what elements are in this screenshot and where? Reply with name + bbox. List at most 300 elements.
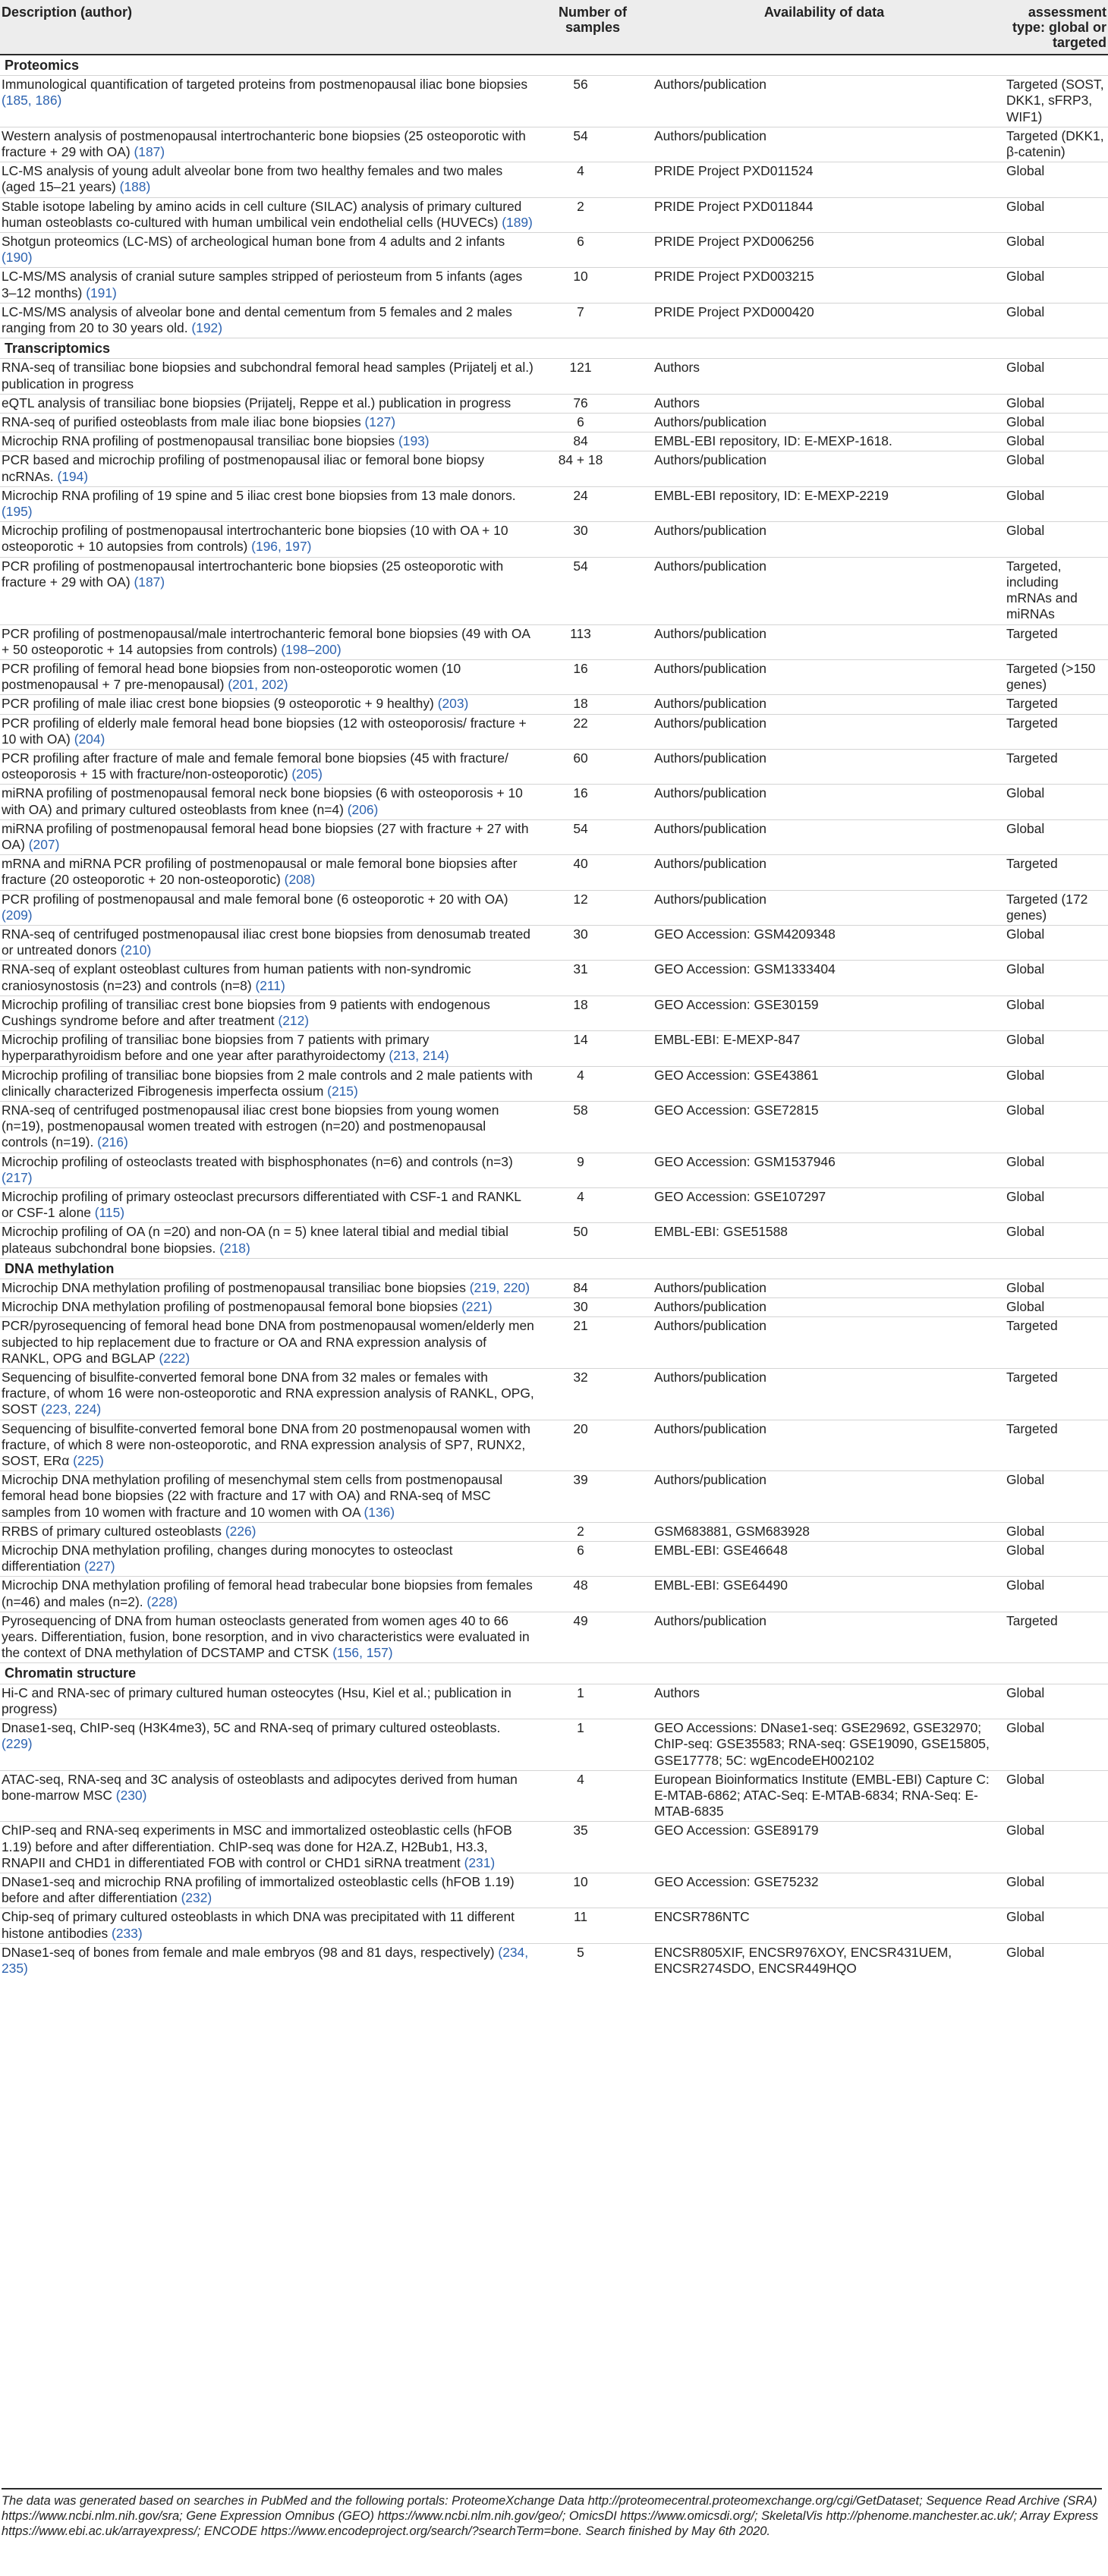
row-availability: GEO Accession: GSE43861 <box>647 1066 1002 1101</box>
reference-link[interactable]: (190) <box>2 250 33 266</box>
row-assessment: Global <box>1002 1577 1108 1612</box>
row-description <box>0 1908 539 1943</box>
table-row <box>0 197 1108 232</box>
table-row <box>0 432 1108 451</box>
description-text: PCR profiling of postmenopausal/male intertrochanteric femoral bone biopsies (49 with OA + 50 osteoporotic + 14 autopsies from controls) <box>2 625 530 657</box>
reference-link[interactable]: (127) <box>364 414 396 430</box>
row-availability: Authors/publication <box>647 749 1002 784</box>
reference-link[interactable]: (215) <box>327 1083 358 1099</box>
reference-link[interactable]: (205) <box>291 766 323 782</box>
row-availability: Authors/publication <box>647 1471 1002 1523</box>
description-text: mRNA and miRNA PCR profiling of postmenopausal or male femoral bone biopsies after fracture (20 osteoporotic + 20 non-osteoporotic) <box>2 856 518 888</box>
row-availability: Authors/publication <box>647 127 1002 162</box>
reference-link[interactable]: (227) <box>83 1558 115 1574</box>
row-assessment: Global <box>1002 1822 1108 1873</box>
row-assessment: Global <box>1002 486 1108 521</box>
row-assessment: Global <box>1002 1153 1108 1187</box>
table-body <box>0 55 1108 1978</box>
row-samples: 60 <box>539 749 647 784</box>
row-assessment: Targeted <box>1002 1420 1108 1471</box>
row-description <box>0 1420 539 1471</box>
table-row <box>0 819 1108 854</box>
description-text: Microchip profiling of transiliac bone biopsies from 2 male controls and 2 male patients with clinically characterized Fibrogenesis imperfecta ossium <box>2 1067 533 1099</box>
reference-link[interactable]: (217) <box>2 1169 33 1185</box>
row-assessment: Targeted <box>1002 624 1108 659</box>
reference-link[interactable]: (208) <box>284 872 316 888</box>
row-description <box>0 522 539 557</box>
row-samples: 9 <box>539 1153 647 1187</box>
reference-link[interactable]: (225) <box>73 1453 104 1469</box>
row-availability: European Bioinformatics Institute (EMBL-EBI) Capture C: E-MTAB-6862; ATAC-Seq: E-MTAB-6834; RNA-Seq: E-MTAB-6835 <box>647 1770 1002 1822</box>
reference-link[interactable]: (203) <box>437 696 469 712</box>
section-row <box>0 338 1108 359</box>
section-row <box>0 1663 1108 1684</box>
row-availability: Authors/publication <box>647 1317 1002 1369</box>
row-description <box>0 432 539 451</box>
section-title: Transcriptomics <box>0 338 1108 359</box>
row-samples: 11 <box>539 1908 647 1943</box>
reference-link[interactable]: (196, 197) <box>251 539 312 555</box>
reference-link[interactable]: (156, 157) <box>332 1645 393 1661</box>
table-row <box>0 890 1108 925</box>
description-text: PCR/pyrosequencing of femoral head bone DNA from postmenopausal women/elderly men subjected to hip replacement due to fracture or OA and RNA expression analysis of RANKL, OPG and BGLAP <box>2 1318 534 1366</box>
row-description <box>0 1223 539 1258</box>
description-text: Microchip RNA profiling of postmenopausal transiliac bone biopsies <box>2 433 395 449</box>
row-assessment: Global <box>1002 1684 1108 1719</box>
reference-link[interactable]: (228) <box>146 1593 178 1609</box>
row-description <box>0 1031 539 1066</box>
row-assessment: Global <box>1002 925 1108 960</box>
row-description <box>0 961 539 995</box>
reference-link[interactable]: (230) <box>115 1787 147 1803</box>
table-row <box>0 1420 1108 1471</box>
header-availability: Availability of data <box>647 0 1002 55</box>
reference-link[interactable]: (216) <box>97 1134 128 1150</box>
header-description: Description (author) <box>0 0 539 55</box>
reference-link[interactable]: (209) <box>2 907 33 923</box>
description-text: Immunological quantification of targeted proteins from postmenopausal iliac bone biopsies <box>2 77 528 93</box>
row-description <box>0 1471 539 1523</box>
description-text: RRBS of primary cultured osteoblasts <box>2 1523 222 1539</box>
table-row <box>0 1066 1108 1101</box>
row-assessment: Global <box>1002 1471 1108 1523</box>
row-samples: 40 <box>539 855 647 890</box>
row-samples: 39 <box>539 1471 647 1523</box>
table-row <box>0 1188 1108 1223</box>
row-samples: 1 <box>539 1719 647 1771</box>
description-text: ATAC-seq, RNA-seq and 3C analysis of osteoblasts and adipocytes derived from human bone-marrow MSC <box>2 1771 518 1803</box>
row-availability: GSM683881, GSM683928 <box>647 1522 1002 1541</box>
row-samples: 4 <box>539 1188 647 1223</box>
row-description <box>0 855 539 890</box>
header-row <box>0 0 1108 55</box>
row-samples: 4 <box>539 162 647 197</box>
row-description <box>0 890 539 925</box>
row-assessment: Global <box>1002 1066 1108 1101</box>
table-row <box>0 233 1108 268</box>
reference-link[interactable]: (189) <box>502 214 533 230</box>
row-availability: EMBL-EBI repository, ID: E-MEXP-1618. <box>647 432 1002 451</box>
row-description <box>0 162 539 197</box>
section-title: Chromatin structure <box>0 1663 1108 1684</box>
reference-link[interactable]: (211) <box>255 977 285 993</box>
row-description <box>0 303 539 338</box>
row-assessment: Targeted (>150 genes) <box>1002 659 1108 694</box>
row-availability: GEO Accession: GSE107297 <box>647 1188 1002 1223</box>
row-description <box>0 76 539 127</box>
table-row <box>0 1471 1108 1523</box>
table-row <box>0 659 1108 694</box>
reference-link[interactable]: (223, 224) <box>40 1401 102 1417</box>
table-row <box>0 925 1108 960</box>
row-assessment: Global <box>1002 432 1108 451</box>
reference-link[interactable]: (218) <box>219 1240 250 1256</box>
row-samples: 2 <box>539 197 647 232</box>
row-availability: Authors/publication <box>647 414 1002 432</box>
row-availability: EMBL-EBI: GSE46648 <box>647 1542 1002 1577</box>
description-text: Microchip RNA profiling of 19 spine and 5 iliac crest bone biopsies from 13 male donors. <box>2 487 516 503</box>
row-description <box>0 1522 539 1541</box>
row-assessment: Targeted <box>1002 1612 1108 1663</box>
row-assessment: Targeted, including mRNAs and miRNAs <box>1002 557 1108 624</box>
table-row <box>0 1223 1108 1258</box>
row-availability: ENCSR786NTC <box>647 1908 1002 1943</box>
table-row <box>0 749 1108 784</box>
row-availability: Authors <box>647 394 1002 413</box>
row-samples: 113 <box>539 624 647 659</box>
table-header <box>0 0 1108 55</box>
section-row <box>0 1258 1108 1279</box>
description-text: PCR profiling of male iliac crest bone biopsies (9 osteoporotic + 9 healthy) <box>2 696 434 712</box>
row-description <box>0 1298 539 1317</box>
row-availability: Authors/publication <box>647 890 1002 925</box>
table-row <box>0 1943 1108 1978</box>
reference-link[interactable]: (219, 220) <box>469 1280 530 1296</box>
description-text: Microchip profiling of postmenopausal intertrochanteric bone biopsies (10 with OA + 10 osteoporotic + 10 autopsies from controls) <box>2 523 508 555</box>
table-row <box>0 624 1108 659</box>
row-description <box>0 1612 539 1663</box>
row-assessment: Global <box>1002 1298 1108 1317</box>
row-availability: Authors/publication <box>647 785 1002 819</box>
row-availability: GEO Accession: GSE75232 <box>647 1873 1002 1908</box>
row-description <box>0 785 539 819</box>
description-text: ChIP-seq and RNA-seq experiments in MSC and immortalized osteoblastic cells (hFOB 1.19) before and after differentiation. ChIP-seq was done for H2A.Z, H2Bub1, H3.3, RNAPII and CHD1 in differentiated FOB with control or CHD1 siRNA treatment <box>2 1823 512 1870</box>
reference-link[interactable]: (194) <box>57 468 89 484</box>
reference-link[interactable]: (187) <box>134 574 165 590</box>
table-row <box>0 995 1108 1030</box>
row-samples: 12 <box>539 890 647 925</box>
row-description <box>0 1188 539 1223</box>
description-text: PCR profiling of elderly male femoral head bone biopsies (12 with osteoporosis/ fracture + 10 with OA) <box>2 715 527 747</box>
row-availability: Authors/publication <box>647 451 1002 486</box>
reference-link[interactable]: (185, 186) <box>2 93 62 109</box>
description-text: DNase1-seq of bones from female and male embryos (98 and 81 days, respectively) <box>2 1944 495 1960</box>
row-availability: Authors/publication <box>647 819 1002 854</box>
row-samples: 54 <box>539 557 647 624</box>
table-row <box>0 76 1108 127</box>
row-description <box>0 1317 539 1369</box>
table-row <box>0 451 1108 486</box>
row-availability: Authors <box>647 359 1002 394</box>
row-samples: 6 <box>539 414 647 432</box>
table-row <box>0 1873 1108 1908</box>
reference-link[interactable]: (234, 235) <box>2 1944 529 1976</box>
row-samples: 2 <box>539 1522 647 1541</box>
row-assessment: Global <box>1002 1279 1108 1298</box>
reference-link[interactable]: (232) <box>181 1890 212 1906</box>
row-description <box>0 995 539 1030</box>
row-availability: Authors/publication <box>647 522 1002 557</box>
row-description <box>0 127 539 162</box>
row-samples: 84 <box>539 432 647 451</box>
reference-link[interactable]: (192) <box>191 320 222 336</box>
reference-link[interactable]: (136) <box>364 1504 395 1520</box>
row-samples: 5 <box>539 1943 647 1978</box>
row-samples: 16 <box>539 659 647 694</box>
row-description <box>0 1153 539 1187</box>
row-assessment: Global <box>1002 1542 1108 1577</box>
description-text: RNA-seq of centrifuged postmenopausal iliac crest bone biopsies from denosumab treated or untreated donors <box>2 926 530 958</box>
table-row <box>0 1279 1108 1298</box>
row-samples: 54 <box>539 819 647 854</box>
row-samples: 14 <box>539 1031 647 1066</box>
reference-link[interactable]: (233) <box>112 1925 143 1941</box>
row-description <box>0 1066 539 1101</box>
reference-link[interactable]: (187) <box>134 144 165 160</box>
row-assessment: Global <box>1002 961 1108 995</box>
row-samples: 4 <box>539 1066 647 1101</box>
description-text: Chip-seq of primary cultured osteoblasts in which DNA was precipitated with 11 different histone antibodies <box>2 1909 515 1941</box>
description-text: Pyrosequencing of DNA from human osteoclasts generated from women ages 40 to 66 years. Differentiation, fusion, bone resorption, and in vivo characteristics were evaluated in the context of DNA methylation of DCSTAMP and CTSK <box>2 1612 530 1661</box>
row-assessment: Targeted (SOST, DKK1, sFRP3, WIF1) <box>1002 76 1108 127</box>
row-description <box>0 819 539 854</box>
reference-link[interactable]: (212) <box>278 1012 310 1028</box>
row-description <box>0 925 539 960</box>
row-assessment: Global <box>1002 394 1108 413</box>
description-text: miRNA profiling of postmenopausal femoral neck bone biopsies (6 with osteoporosis + 10 with OA) and primary cultured osteoblasts from knee (n=4) <box>2 785 523 817</box>
row-samples: 30 <box>539 522 647 557</box>
row-description <box>0 233 539 268</box>
description-text: Microchip DNA methylation profiling of postmenopausal femoral bone biopsies <box>2 1299 458 1315</box>
reference-link[interactable]: (226) <box>225 1523 257 1539</box>
row-availability: EMBL-EBI: GSE64490 <box>647 1577 1002 1612</box>
table-row <box>0 414 1108 432</box>
row-availability: Authors/publication <box>647 855 1002 890</box>
row-availability: EMBL-EBI: E-MEXP-847 <box>647 1031 1002 1066</box>
row-description <box>0 1101 539 1153</box>
row-assessment: Targeted <box>1002 1317 1108 1369</box>
row-assessment: Global <box>1002 522 1108 557</box>
description-text: PCR based and microchip profiling of postmenopausal iliac or femoral bone biopsy ncRNAs. <box>2 452 485 484</box>
row-assessment: Global <box>1002 1908 1108 1943</box>
row-availability: EMBL-EBI: GSE51588 <box>647 1223 1002 1258</box>
reference-link[interactable]: (206) <box>347 801 379 817</box>
table-row <box>0 394 1108 413</box>
row-samples: 6 <box>539 1542 647 1577</box>
row-availability: GEO Accession: GSM1537946 <box>647 1153 1002 1187</box>
reference-link[interactable]: (188) <box>119 179 151 195</box>
row-assessment: Global <box>1002 1223 1108 1258</box>
row-assessment: Global <box>1002 1101 1108 1153</box>
row-assessment: Targeted <box>1002 855 1108 890</box>
row-assessment: Global <box>1002 1522 1108 1541</box>
row-availability: Authors/publication <box>647 1369 1002 1420</box>
reference-link[interactable]: (204) <box>74 731 105 747</box>
row-assessment: Global <box>1002 785 1108 819</box>
description-text: PCR profiling of femoral head bone biopsies from non-osteoporotic women (10 postmenopausal + 7 pre-menopausal) <box>2 660 461 693</box>
description-text: PCR profiling of postmenopausal and male femoral bone (6 osteoporotic + 20 with OA) <box>2 891 508 907</box>
row-assessment: Global <box>1002 197 1108 232</box>
header-samples: Number of samples <box>539 0 647 55</box>
description-text: Microchip profiling of transiliac crest bone biopsies from 9 patients with endogenous Cushings syndrome before and after treatment <box>2 996 490 1028</box>
table-row <box>0 1522 1108 1541</box>
row-samples: 21 <box>539 1317 647 1369</box>
row-samples: 84 + 18 <box>539 451 647 486</box>
row-samples: 84 <box>539 1279 647 1298</box>
reference-link[interactable]: (193) <box>398 433 430 449</box>
row-samples: 20 <box>539 1420 647 1471</box>
row-description <box>0 414 539 432</box>
row-availability: PRIDE Project PXD000420 <box>647 303 1002 338</box>
description-text: Dnase1-seq, ChIP-seq (H3K4me3), 5C and RNA-seq of primary cultured osteoblasts. <box>2 1720 501 1736</box>
reference-link[interactable]: (115) <box>94 1205 125 1221</box>
row-description <box>0 268 539 303</box>
reference-link[interactable]: (201, 202) <box>228 677 288 693</box>
row-samples: 30 <box>539 925 647 960</box>
row-description <box>0 486 539 521</box>
reference-link[interactable]: (191) <box>86 285 117 300</box>
description-text: Sequencing of bisulfite-converted femoral bone DNA from 20 postmenopausal women with fracture, of which 8 were non-osteoporotic, and RNA expression analysis of SP7, RUNX2, SOST, ERα <box>2 1420 530 1469</box>
row-description <box>0 1822 539 1873</box>
row-availability: GEO Accession: GSM4209348 <box>647 925 1002 960</box>
row-description <box>0 1684 539 1719</box>
description-text: DNase1-seq and microchip RNA profiling of immortalized osteoblastic cells (hFOB 1.19) before and after differentiation <box>2 1873 515 1906</box>
table-footnote: The data was generated based on searches in PubMed and the following portals: ProteomeXchange Data http://proteomecentral.proteomexchange.org/cgi/GetDataset; Sequence Read Archive (SRA) https://www.ncbi.nlm.nih.gov/sra; Gene Expression Omnibus (GEO) https://www.ncbi.nlm.nih.gov/geo/; OmicsDI https://www.omicsdi.org/; SkeletalVis http://phenome.manchester.ac.uk/; Array Express https://www.ebi.ac.uk/arrayexpress/; ENCODE https://www.encodeproject.org/search/?searchTerm=bone. Search finished by May 6th 2020. <box>2 2488 1102 2539</box>
row-samples: 56 <box>539 76 647 127</box>
reference-link[interactable]: (221) <box>461 1299 493 1315</box>
section-row <box>0 55 1108 76</box>
row-assessment: Targeted (172 genes) <box>1002 890 1108 925</box>
row-assessment: Global <box>1002 268 1108 303</box>
row-availability: GEO Accession: GSE89179 <box>647 1822 1002 1873</box>
row-availability: Authors/publication <box>647 1279 1002 1298</box>
table-row <box>0 303 1108 338</box>
row-samples: 1 <box>539 1684 647 1719</box>
reference-link[interactable]: (213, 214) <box>389 1048 449 1064</box>
row-description <box>0 557 539 624</box>
row-samples: 49 <box>539 1612 647 1663</box>
reference-link[interactable]: (222) <box>159 1350 190 1366</box>
reference-link[interactable]: (207) <box>28 836 60 852</box>
description-text: Microchip DNA methylation profiling, changes during monocytes to osteoclast differentiation <box>2 1543 453 1574</box>
row-availability: Authors/publication <box>647 76 1002 127</box>
table-row <box>0 1031 1108 1066</box>
row-description <box>0 1577 539 1612</box>
row-assessment: Global <box>1002 233 1108 268</box>
row-samples: 31 <box>539 961 647 995</box>
table-row <box>0 557 1108 624</box>
row-assessment: Targeted <box>1002 714 1108 749</box>
table-row <box>0 1684 1108 1719</box>
row-availability: GEO Accession: GSE30159 <box>647 995 1002 1030</box>
reference-link[interactable]: (231) <box>464 1854 496 1870</box>
table-row <box>0 1101 1108 1153</box>
row-samples: 58 <box>539 1101 647 1153</box>
row-availability: PRIDE Project PXD003215 <box>647 268 1002 303</box>
row-assessment: Global <box>1002 359 1108 394</box>
row-availability: Authors/publication <box>647 1612 1002 1663</box>
table-row <box>0 522 1108 557</box>
reference-link[interactable]: (210) <box>120 942 152 958</box>
row-availability: Authors/publication <box>647 1298 1002 1317</box>
table-row <box>0 127 1108 162</box>
table-row <box>0 1298 1108 1317</box>
description-text: RNA-seq of purified osteoblasts from male iliac bone biopsies <box>2 414 361 430</box>
table-row <box>0 1317 1108 1369</box>
table-row <box>0 1822 1108 1873</box>
table-row <box>0 1612 1108 1663</box>
row-assessment: Global <box>1002 995 1108 1030</box>
row-description <box>0 714 539 749</box>
table-row <box>0 268 1108 303</box>
row-assessment: Global <box>1002 1943 1108 1978</box>
row-assessment: Global <box>1002 451 1108 486</box>
description-text: Microchip profiling of primary osteoclast precursors differentiated with CSF-1 and RANKL or CSF-1 alone <box>2 1189 521 1221</box>
row-samples: 16 <box>539 785 647 819</box>
row-samples: 7 <box>539 303 647 338</box>
description-text: Hi-C and RNA-sec of primary cultured human osteocytes (Hsu, Kiel et al.; publication in progress) <box>2 1684 512 1716</box>
row-samples: 22 <box>539 714 647 749</box>
row-availability: Authors/publication <box>647 557 1002 624</box>
row-assessment: Targeted <box>1002 1369 1108 1420</box>
description-text: Stable isotope labeling by amino acids in cell culture (SILAC) analysis of primary cultured human osteoblasts co-cultured with human umbilical vein endothelial cells (HUVECs) <box>2 198 522 230</box>
table-row <box>0 1153 1108 1187</box>
table-row <box>0 359 1108 394</box>
description-text: Microchip profiling of OA (n =20) and non-OA (n = 5) knee lateral tibial and medial tibial plateaus subchondral bone biopsies. <box>2 1224 508 1256</box>
row-description <box>0 1770 539 1822</box>
row-availability: Authors <box>647 1684 1002 1719</box>
row-availability: PRIDE Project PXD011524 <box>647 162 1002 197</box>
row-availability: EMBL-EBI repository, ID: E-MEXP-2219 <box>647 486 1002 521</box>
row-samples: 54 <box>539 127 647 162</box>
description-text: Shotgun proteomics (LC-MS) of archeological human bone from 4 adults and 2 infants <box>2 234 505 250</box>
table-row <box>0 1577 1108 1612</box>
table-row <box>0 486 1108 521</box>
section-title: Proteomics <box>0 55 1108 76</box>
row-assessment: Global <box>1002 414 1108 432</box>
description-text: Microchip profiling of transiliac bone biopsies from 7 patients with primary hyperparathyroidism before and one year after parathyroidectomy <box>2 1032 430 1064</box>
reference-link[interactable]: (198–200) <box>281 641 342 657</box>
reference-link[interactable]: (229) <box>2 1736 33 1752</box>
table-row <box>0 714 1108 749</box>
row-description <box>0 197 539 232</box>
row-availability: Authors/publication <box>647 1420 1002 1471</box>
row-assessment: Targeted <box>1002 749 1108 784</box>
row-assessment: Global <box>1002 1719 1108 1771</box>
row-description <box>0 1279 539 1298</box>
description-text: PCR profiling of postmenopausal intertrochanteric bone biopsies (25 osteoporotic with fracture + 29 with OA) <box>2 558 504 590</box>
row-availability: GEO Accession: GSE72815 <box>647 1101 1002 1153</box>
row-assessment: Targeted <box>1002 695 1108 714</box>
row-samples: 10 <box>539 268 647 303</box>
row-description <box>0 1719 539 1771</box>
table-row <box>0 961 1108 995</box>
row-assessment: Targeted (DKK1, β-catenin) <box>1002 127 1108 162</box>
reference-link[interactable]: (195) <box>2 504 33 520</box>
row-availability: Authors/publication <box>647 624 1002 659</box>
row-description <box>0 1542 539 1577</box>
row-assessment: Global <box>1002 303 1108 338</box>
